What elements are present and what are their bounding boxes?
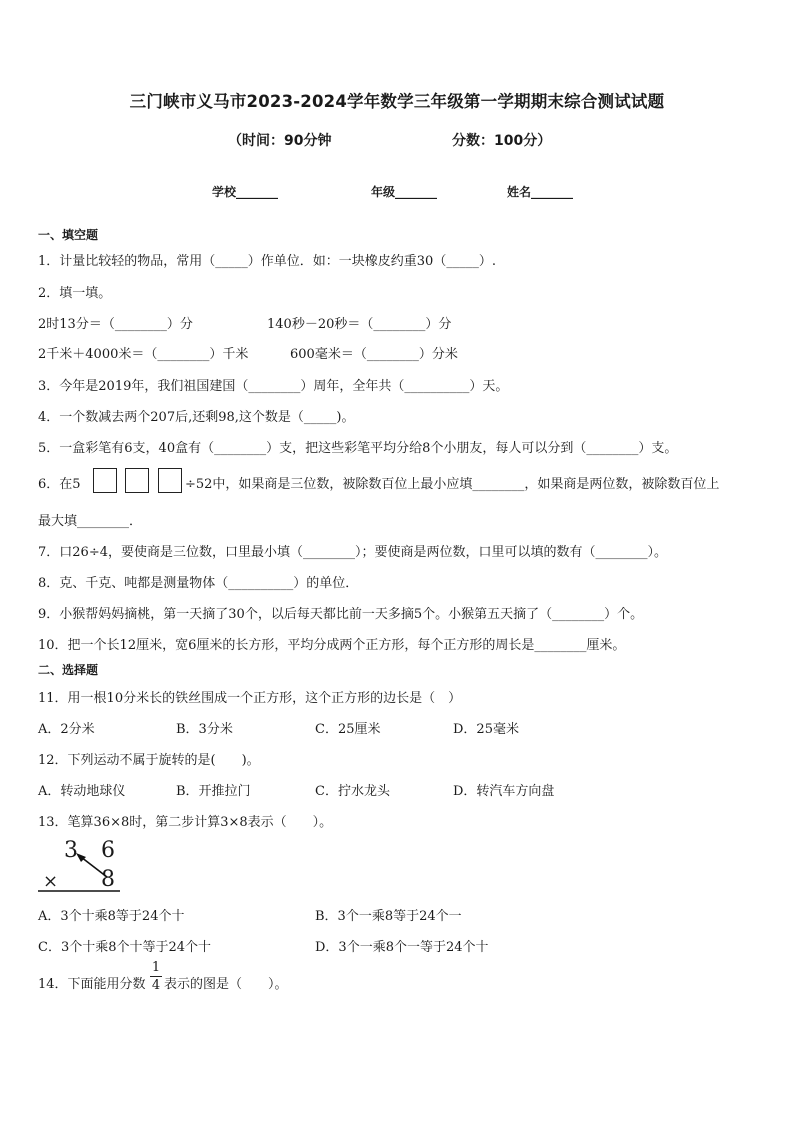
figure-multiply-sign: ×: [43, 871, 59, 892]
q13-option-a[interactable]: A．3个十乘8等于24个十: [38, 909, 185, 924]
fraction-one-quarter: [150, 960, 162, 993]
q13-option-d[interactable]: D．3个一乘8个一等于24个十: [315, 940, 489, 955]
q12-option-d[interactable]: D．转汽车方向盘: [453, 784, 555, 799]
q12-option-a[interactable]: A．转动地球仪: [38, 784, 126, 799]
question-9: 9．小猴帮妈妈摘桃，第一天摘了30个，以后每天都比前一天多摘5个。小猴第五天摘了（________）个。: [38, 607, 644, 622]
question-14-start: 14．下面能用分数: [38, 977, 146, 992]
question-5: 5．一盒彩笔有6支，40盒有（________）支，把这些彩笔平均分给8个小朋友，每人可以分到（________）支。: [38, 441, 678, 456]
question-2d: 600毫米＝（________）分米: [290, 347, 458, 362]
exam-time: （时间：90分钟: [228, 133, 332, 149]
figure-digit-ones: 6: [101, 838, 115, 863]
name-field: 姓名_______: [507, 185, 574, 199]
question-2b: 140秒－20秒＝（________）分: [267, 317, 452, 332]
question-6-continued: 最大填________．: [38, 514, 143, 529]
figure-multiplier: 8: [101, 867, 115, 892]
figure-digit-tens: 3: [64, 838, 78, 863]
exam-score: 分数：100分）: [452, 133, 552, 149]
question-10: 10．把一个长12厘米，宽6厘米的长方形，平均分成两个正方形，每个正方形的周长是________厘米。: [38, 638, 626, 653]
question-13: 13．笔算36×8时，第二步计算3×8表示（ ）。: [38, 815, 333, 830]
digit-box-2[interactable]: [125, 468, 149, 493]
exam-title: 三门峡市义马市2023-2024学年数学三年级第一学期期末综合测试试题: [129, 92, 665, 111]
section-1-heading: 一、填空题: [38, 228, 99, 242]
q13-option-b[interactable]: B．3个一乘8等于24个一: [315, 909, 462, 924]
question-3: 3．今年是2019年，我们祖国建国（________）周年，全年共（__________）天。: [38, 379, 509, 394]
q12-option-b[interactable]: B．开推拉门: [176, 784, 251, 799]
question-4: 4．一个数减去两个207后,还剩98,这个数是（_____)。: [38, 410, 355, 425]
q13-option-c[interactable]: C．3个十乘8个十等于24个十: [38, 940, 212, 955]
multiplication-figure: [28, 836, 128, 894]
question-6-start: 6．在5: [38, 477, 81, 492]
question-11: 11．用一根10分米长的铁丝围成一个正方形，这个正方形的边长是（ ）: [38, 691, 462, 706]
question-2c: 2千米＋4000米＝（________）千米: [38, 347, 249, 362]
figure-arrow-and-line: [28, 836, 128, 894]
q11-option-d[interactable]: D．25毫米: [453, 722, 519, 737]
question-2a: 2时13分＝（________）分: [38, 317, 193, 332]
figure-arrow-shaft: [81, 857, 107, 877]
question-1: 1．计量比较轻的物品，常用（_____）作单位．如：一块橡皮约重30（_____）.: [38, 254, 496, 269]
fraction-bar: [150, 976, 162, 977]
digit-box-1[interactable]: [93, 468, 117, 493]
question-6-rest: ÷52中，如果商是三位数，被除数百位上最小应填________，如果商是两位数，被除数百位上: [185, 477, 720, 492]
q11-option-c[interactable]: C．25厘米: [315, 722, 381, 737]
q11-option-a[interactable]: A．2分米: [38, 722, 95, 737]
school-field: 学校_______: [212, 185, 279, 199]
q12-option-c[interactable]: C．拧水龙头: [315, 784, 390, 799]
question-8: 8．克、千克、吨都是测量物体（__________）的单位．: [38, 576, 359, 591]
grade-field: 年级_______: [371, 185, 438, 199]
question-14-end: 表示的图是（ ）。: [164, 977, 288, 992]
question-7: 7．口26÷4，要使商是三位数，口里最小填（________）；要使商是两位数，口里可以填的数有（________）。: [38, 545, 667, 560]
fraction-denominator: 4: [151, 978, 161, 993]
digit-box-3[interactable]: [158, 468, 182, 493]
question-2: 2．填一填。: [38, 286, 112, 301]
fraction-numerator: 1: [151, 960, 161, 975]
question-12: 12．下列运动不属于旋转的是( )。: [38, 753, 260, 768]
q11-option-b[interactable]: B．3分米: [176, 722, 233, 737]
section-2-heading: 二、选择题: [38, 663, 99, 677]
